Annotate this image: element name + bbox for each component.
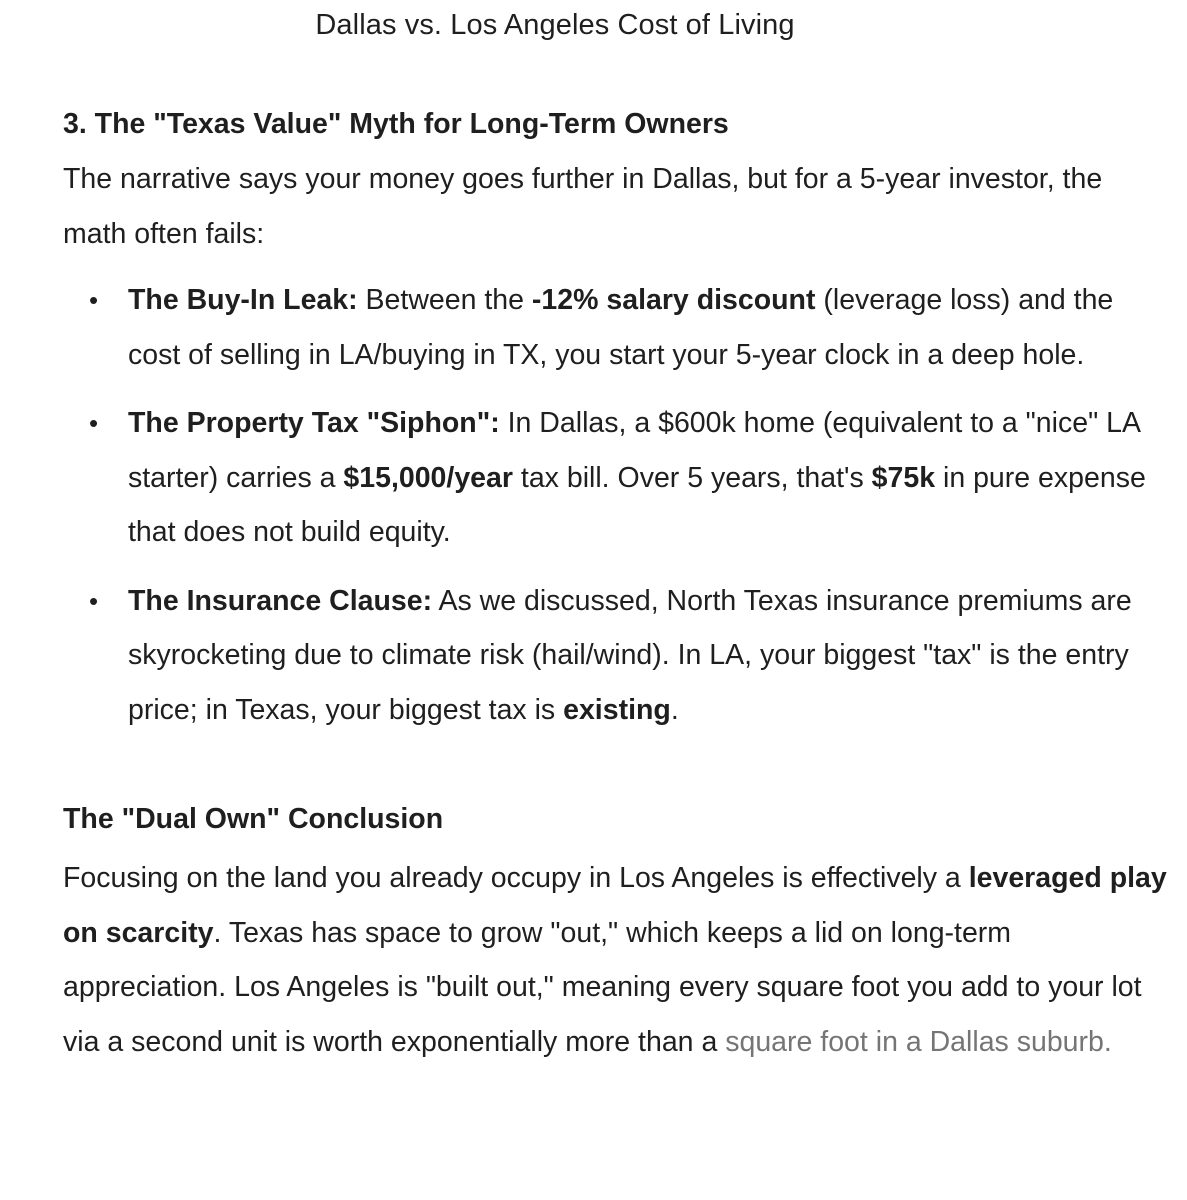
bullet-text: Between the	[357, 284, 532, 316]
bullet-text: tax bill. Over 5 years, that's	[512, 461, 872, 494]
bullet-emphasis: existing	[563, 693, 671, 726]
bullet-text: In Dallas, a $600k home (equivalent to a "nice" LA starter) carries a	[128, 407, 1140, 494]
list-item-property-tax	[63, 396, 1173, 560]
conclusion-paragraph	[63, 851, 1173, 1069]
response-content	[63, 100, 1173, 1069]
list-item-buy-in-leak	[63, 273, 1173, 382]
bullet-dot-icon: •	[89, 285, 99, 315]
bullet-emphasis: $75k	[871, 461, 936, 494]
bullet-text: (leverage loss) and the cost of selling in LA/buying in TX, you start your 5-year clock in a deep hole.	[128, 284, 1114, 371]
bullet-emphasis: $15,000/year	[343, 461, 513, 494]
bullet-text: As we discussed, North Texas insurance premiums are skyrocketing due to climate risk (hail/wind). In LA, your biggest "tax" is the entry price; in Texas, your biggest tax is	[128, 584, 1132, 726]
conclusion-faded-text: square foot in a Dallas suburb.	[725, 1025, 1112, 1058]
bullet-text: .	[670, 693, 679, 726]
list-item-insurance-clause	[63, 574, 1173, 738]
bullet-label: The Property Tax "Siphon":	[128, 407, 500, 439]
section-heading-conclusion: The "Dual Own" Conclusion	[63, 803, 444, 835]
bullet-dot-icon: •	[89, 585, 99, 616]
conclusion-text: . Texas has space to grow "out," which keeps a lid on long-term appreciation. Los Angeles is "built out," meaning every square foot you add to your lot via a second unit is worth exponentially more than a	[63, 916, 1142, 1058]
bullet-text: in pure expense that does not build equity.	[128, 461, 1146, 548]
bullet-list	[63, 273, 1173, 737]
page-title: Dallas vs. Los Angeles Cost of Living	[315, 9, 795, 41]
section-heading-texas-value: 3. The "Texas Value" Myth for Long-Term Owners	[63, 108, 729, 140]
bullet-label: The Insurance Clause:	[128, 584, 433, 617]
bullet-dot-icon: •	[89, 408, 99, 438]
bullet-label: The Buy-In Leak:	[128, 284, 358, 316]
bullet-emphasis: -12% salary discount	[531, 284, 816, 316]
conclusion-emphasis: leveraged play on scarcity	[63, 862, 1167, 949]
conclusion-text: Focusing on the land you already occupy in Los Angeles is effectively a	[63, 862, 969, 894]
section-intro: The narrative says your money goes further in Dallas, but for a 5-year investor, the math often fails:	[63, 163, 1103, 250]
